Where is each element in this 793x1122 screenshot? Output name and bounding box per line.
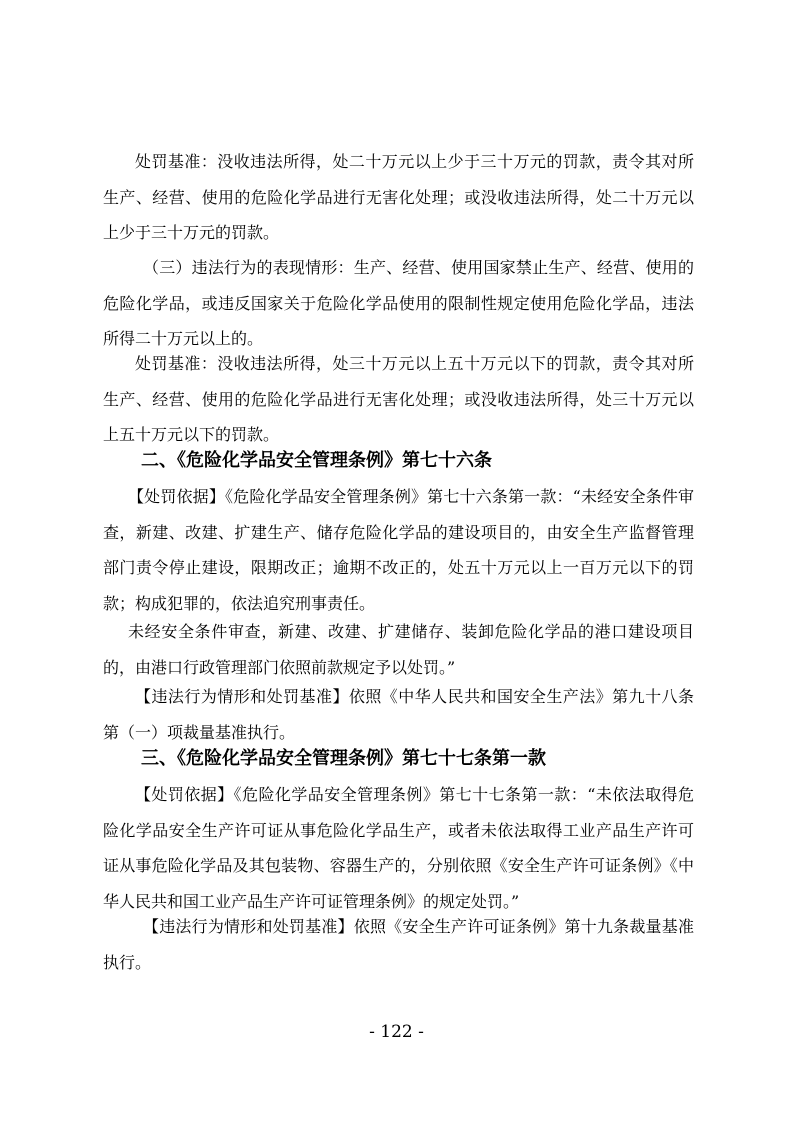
paragraph-penalty-standard-1: 处罚基准：没收违法所得，处二十万元以上少于三十万元的罚款，责令其对所生产、经营、使用的危险化学品进行无害化处理；或没收违法所得，处二十万元以上少于三十万元的罚款。 <box>103 152 694 242</box>
page-number: - 122 - <box>369 1022 424 1042</box>
section-heading-article-77: 三、《危险化学品安全管理条例》第七十七条第一款 <box>141 748 546 769</box>
paragraph-violation-standard-77: 【违法行为情形和处罚基准】依照《安全生产许可证条例》第十九条裁量基准执行。 <box>103 917 694 972</box>
section-heading-article-76: 二、《危险化学品安全管理条例》第七十六条 <box>141 450 492 471</box>
paragraph-penalty-basis-76: 【处罚依据】《危险化学品安全管理条例》第七十六条第一款：“未经安全条件审查，新建、改建、扩建生产、储存危险化学品的建设项目的，由安全生产监督管理部门责令停止建设，限期改正；逾期不改正的，处五十万元以上一百万元以下的罚款；构成犯罪的，依法追究刑事责任。 <box>103 487 694 613</box>
paragraph-port-construction: 未经安全条件审查，新建、改建、扩建储存、装卸危险化学品的港口建设项目的，由港口行政管理部门依照前款规定予以处罚。” <box>103 622 694 677</box>
paragraph-violation-case-3: （三）违法行为的表现情形：生产、经营、使用国家禁止生产、经营、使用的危险化学品，或违反国家关于危险化学品使用的限制性规定使用危险化学品，违法所得二十万元以上的。 <box>103 258 694 348</box>
paragraph-violation-standard-76: 【违法行为情形和处罚基准】依照《中华人民共和国安全生产法》第九十八条第（一）项裁量基准执行。 <box>103 687 694 742</box>
paragraph-penalty-basis-77: 【处罚依据】《危险化学品安全管理条例》第七十七条第一款：“未依法取得危险化学品安全生产许可证从事危险化学品生产，或者未依法取得工业产品生产许可证从事危险化学品及其包装物、容器生产的，分别依照《安全生产许可证条例》《中华人民共和国工业产品生产许可证管理条例》的规定处罚。” <box>103 785 694 911</box>
paragraph-penalty-standard-2: 处罚基准：没收违法所得，处三十万元以上五十万元以下的罚款，责令其对所生产、经营、使用的危险化学品进行无害化处理；或没收违法所得，处三十万元以上五十万元以下的罚款。 <box>103 354 694 444</box>
